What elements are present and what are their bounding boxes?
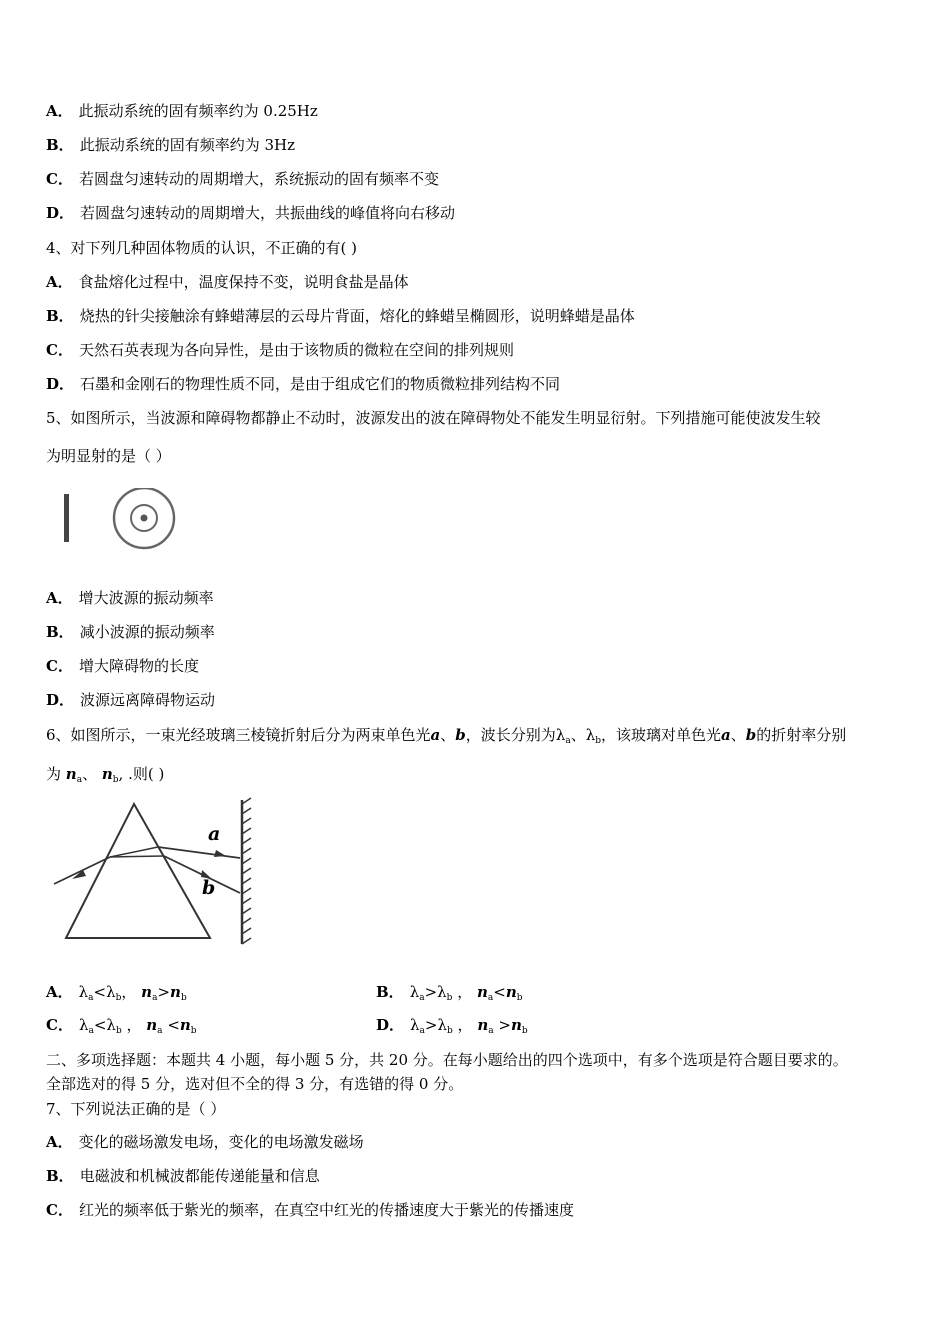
option-text: 电磁波和机械波都能传递能量和信息 — [79, 1167, 320, 1185]
q6-option-c: C． $\lambda_a<\lambda_b$ ， $n_a <n_b$ — [46, 1016, 197, 1036]
prism-triangle — [66, 804, 210, 938]
screen-hatching — [242, 798, 251, 944]
q5-stem-line2: 为明显射的是（ ） — [46, 447, 171, 465]
option-text: 若圆盘匀速转动的周期增大，共振曲线的峰值将向右移动 — [80, 204, 456, 222]
wave-diffraction-figure — [56, 488, 186, 550]
option-key: A． — [46, 102, 73, 120]
q5-stem-line1: 5、如图所示，当波源和障碍物都静止不动时，波源发出的波在障碍物处不能发生明显衍射。下列措施可能使波发生较 — [46, 409, 821, 427]
option-key: B． — [46, 136, 74, 154]
option-text: 增大波源的振动频率 — [78, 589, 214, 607]
option-key: B． — [46, 623, 74, 641]
option-text: 天然石英表现为各向异性，是由于该物质的微粒在空间的排列规则 — [78, 341, 514, 359]
option-text: 增大障碍物的长度 — [78, 657, 199, 675]
q7-option-a — [46, 1132, 364, 1152]
q6-stem-part: ，该玻璃对单色光 — [600, 726, 721, 744]
option-text: 食盐熔化过程中，温度保持不变，说明食盐是晶体 — [78, 273, 409, 291]
relation: < — [93, 1016, 107, 1034]
q5-option-c — [46, 656, 199, 676]
option-text: 红光的频率低于紫光的频率，在真空中红光的传播速度大于紫光的传播速度 — [78, 1201, 574, 1219]
option-key: C． — [46, 657, 73, 675]
q4-option-d — [46, 374, 560, 394]
q7-stem: 7、下列说法正确的是（ ） — [46, 1100, 226, 1118]
inner-ray-b — [110, 856, 164, 857]
q5-option-d — [46, 690, 215, 710]
option-text: 此振动系统的固有频率约为 0.25Hz — [78, 102, 318, 120]
q6-option-b: B． $\lambda_a>\lambda_b$ ， $n_a<n_b$ — [376, 983, 523, 1003]
option-key: C． — [46, 1201, 73, 1219]
option-text: 烧热的针尖接触涂有蜂蜡薄层的云母片背面，熔化的蜂蜡呈椭圆形，说明蜂蜡是晶体 — [79, 307, 635, 325]
q7-option-b — [46, 1166, 320, 1186]
prism-figure — [50, 796, 260, 948]
relation: < — [93, 983, 107, 1001]
option-key: A． — [46, 1133, 73, 1151]
q6-stem-line2: 为 $n_a$、 $n_b$, .则( ) — [46, 765, 165, 785]
q4-option-b — [46, 306, 635, 326]
relation: > — [498, 1016, 511, 1034]
q3-option-d — [46, 203, 455, 223]
q6-stem-part: 的折射率分别 — [756, 726, 847, 744]
option-text: 变化的磁场激发电场，变化的电场激发磁场 — [78, 1133, 364, 1151]
option-key: A． — [46, 273, 73, 291]
q7-option-c — [46, 1200, 574, 1220]
relation: < — [167, 1016, 180, 1034]
option-key: C． — [46, 170, 73, 188]
ray-a-arrow-icon — [214, 850, 226, 857]
q3-option-a — [46, 101, 318, 121]
q6-stem-part: 6、如图所示，一束光经玻璃三棱镜折射后分为两束单色光 — [46, 726, 431, 744]
q3-option-c — [46, 169, 439, 189]
option-key: B． — [46, 1167, 74, 1185]
label-b: b — [202, 877, 216, 899]
q6-stem-line1: 6、如图所示，一束光经玻璃三棱镜折射后分为两束单色光a、b，波长分别为$\lambda_a$、$\lambda_b$，该玻璃对单色光a、b的折射率分别 — [46, 726, 847, 746]
q5-option-b — [46, 622, 215, 642]
relation: > — [424, 983, 438, 1001]
option-key: B． — [46, 307, 74, 325]
option-key: D． — [376, 1016, 405, 1034]
option-text: 此振动系统的固有频率约为 3Hz — [79, 136, 295, 154]
q4-option-a — [46, 272, 409, 292]
label-a: a — [208, 823, 221, 845]
option-text: 石墨和金刚石的物理性质不同，是由于组成它们的物质微粒排列结构不同 — [80, 375, 561, 393]
section2-line2: 全部选对的得 5 分，选对但不全的得 3 分，有选错的得 0 分。 — [46, 1075, 464, 1093]
wave-source-dot — [141, 515, 148, 522]
q6-option-a: A． $\lambda_a<\lambda_b$， $n_a>n_b$ — [46, 983, 187, 1003]
relation: < — [493, 983, 506, 1001]
section2-line1: 二、多项选择题：本题共 4 小题，每小题 5 分，共 20 分。在每小题给出的四个选项中，有多个选项是符合题目要求的。 — [46, 1051, 848, 1069]
option-key: D． — [46, 204, 75, 222]
relation: > — [424, 1016, 438, 1034]
option-text: 若圆盘匀速转动的周期增大，系统振动的固有频率不变 — [78, 170, 439, 188]
option-key: A． — [46, 983, 73, 1001]
q5-option-a — [46, 588, 214, 608]
obstacle-bar — [64, 494, 69, 542]
q6-option-d: D． $\lambda_a>\lambda_b$ ， $n_a >n_b$ — [376, 1016, 528, 1036]
option-key: C． — [46, 1016, 73, 1034]
q3-option-b — [46, 135, 295, 155]
incident-ray — [54, 857, 110, 884]
ray-a — [158, 847, 240, 858]
q6-stem-part: 为 — [46, 765, 62, 783]
option-key: D． — [46, 691, 75, 709]
option-text: 减小波源的振动频率 — [79, 623, 215, 641]
option-key: D． — [46, 375, 75, 393]
q4-option-c — [46, 340, 514, 360]
option-key: C． — [46, 341, 73, 359]
option-key: A． — [46, 589, 73, 607]
option-key: B． — [376, 983, 404, 1001]
q4-stem: 4、对下列几种固体物质的认识，不正确的有( ) — [46, 239, 358, 257]
q6-stem-part: 则( ) — [132, 765, 165, 783]
option-text: 波源远离障碍物运动 — [80, 691, 216, 709]
q6-stem-part: ，波长分别为 — [465, 726, 556, 744]
relation: > — [157, 983, 171, 1001]
